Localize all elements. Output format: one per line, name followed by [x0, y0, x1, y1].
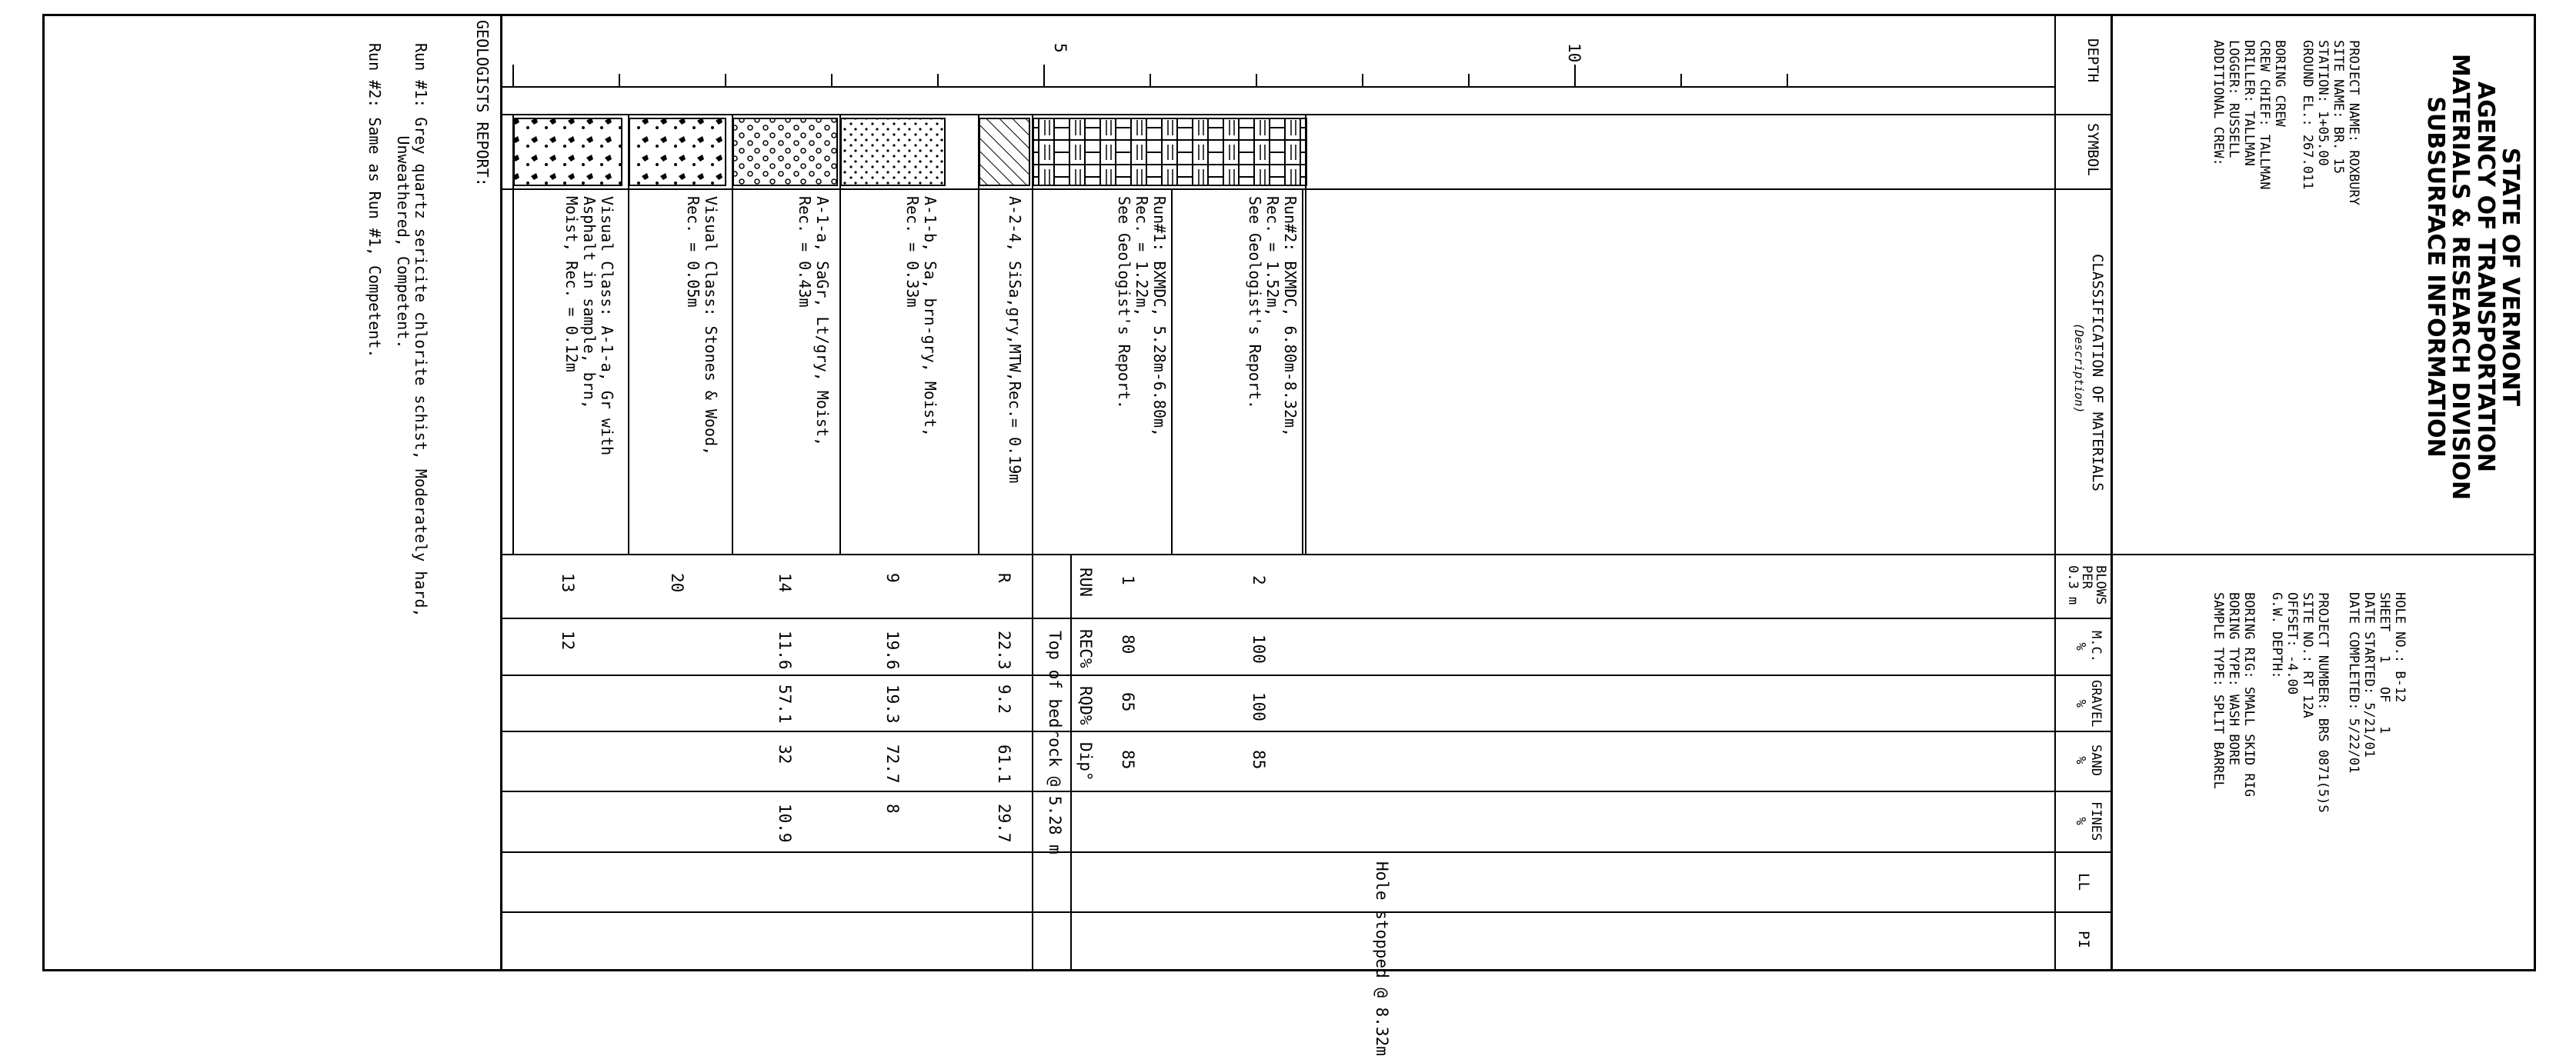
fines-header-line: %: [2073, 817, 2089, 825]
fines-value: 29.7: [995, 804, 1013, 843]
soil-symbols: [502, 115, 2054, 188]
sample-description: [562, 196, 616, 455]
sample-description-line: Visual Class: A-1-a, Gr with: [598, 196, 616, 456]
sand-header-line: SAND: [2088, 745, 2104, 776]
blows-header: [2065, 565, 2107, 605]
fines-value: 8: [883, 804, 902, 814]
fines-right-sep: [502, 851, 2111, 853]
blows-value: 20: [668, 573, 686, 593]
date-started: DATE STARTED: 5/21/01: [2361, 592, 2377, 758]
sample-description-line: Asphalt in sample, brn,: [580, 196, 599, 409]
core-header: Dip°: [1076, 742, 1095, 781]
run-description: [1246, 196, 1299, 437]
depth-scale-line: [502, 86, 2054, 88]
sample-description-line: A-1-a, SaGr, Lt/gry, Moist,: [813, 196, 832, 447]
classification-subheader: (Description): [2072, 323, 2086, 414]
sand-header-line: %: [2073, 756, 2089, 765]
core-header: RUN: [1076, 568, 1095, 597]
fines-header-line: FINES: [2088, 801, 2104, 841]
mc-header: [2073, 631, 2103, 662]
sand-value: 61.1: [995, 745, 1013, 784]
border-bottom: [42, 14, 45, 971]
ll-header: LL: [2075, 873, 2092, 891]
date-completed: DATE COMPLETED: 5/22/01: [2346, 592, 2361, 774]
fines-header: [2073, 801, 2103, 841]
sample-description-line: Rec. = 0.43m: [796, 196, 814, 308]
depth-tick: [619, 74, 620, 86]
site-no: SITE NO.: RT 12A: [2300, 592, 2315, 718]
gravel-value: 19.3: [883, 685, 902, 724]
sample-description: [684, 196, 719, 455]
pi-header: PI: [2075, 931, 2092, 948]
mc-value: 22.3: [995, 631, 1013, 670]
driller: DRILLER: TALLMAN: [2241, 40, 2257, 166]
gravel-header: [2073, 680, 2103, 727]
border-top: [2534, 14, 2536, 971]
depth-tick: [1787, 74, 1788, 86]
soil-symbol-stones: [629, 118, 726, 185]
sand-value: 32: [776, 745, 794, 765]
sample-row-line: [512, 115, 514, 554]
rec-value: 100: [1250, 635, 1268, 664]
header-divider: [2111, 14, 2113, 971]
header-title-line: STATE OF VERMONT: [2497, 147, 2524, 407]
sample-description-line: A-1-b, Sa, brn-gry, Moist,: [921, 196, 939, 438]
blows-value: 14: [776, 573, 794, 593]
ground-el: GROUND EL.: 267.011: [2300, 40, 2315, 190]
run-description-line: See Geologist's Report.: [1115, 196, 1133, 409]
station: STATION: 1+05.00: [2315, 40, 2331, 166]
sample-description: [1006, 196, 1023, 483]
core-header: RQD%: [1076, 686, 1095, 725]
mc-header-line: %: [2073, 642, 2089, 651]
additional-crew: ADDITIONAL CREW:: [2211, 40, 2226, 166]
sample-row-line: [839, 115, 841, 554]
sample-row-line: [628, 115, 629, 554]
gravel-right-sep: [502, 731, 2111, 732]
hole-no: HOLE NO.: B-12: [2392, 592, 2407, 703]
symbol-header: SYMBOL: [2084, 123, 2101, 176]
run-description-line: See Geologist's Report.: [1246, 196, 1264, 409]
blows-header-line: 0.3 m: [2065, 565, 2081, 605]
sand-value: 72.7: [883, 745, 902, 784]
gravel-value: 57.1: [776, 685, 794, 724]
sample-description-line: Rec. = 0.33m: [903, 196, 922, 308]
col-line-depth: [45, 14, 2111, 15]
depth-tick: [1362, 74, 1363, 86]
mc-right-sep: [502, 675, 2111, 676]
classification-header: CLASSIFICATION OF MATERIALS: [2089, 254, 2106, 491]
depth-tick: [1256, 74, 1257, 86]
bedrock-note: Top of bedrock @ 5.28 m: [1046, 631, 1064, 854]
header-title-line: AGENCY OF TRANSPORTATION: [2471, 81, 2499, 473]
depth-tick: [1468, 74, 1470, 86]
blows-value: 9: [883, 573, 902, 583]
soil-symbol-dots: [841, 118, 945, 185]
sample-description-line: Moist, Rec. = 0.12m: [562, 196, 581, 372]
depth-label-5: 5: [1051, 43, 1069, 53]
geologist-run1-line: Unweathered, Competent.: [394, 43, 412, 349]
sample-type: SAMPLE TYPE: SPLIT BARREL: [2211, 592, 2226, 789]
rec-value: 80: [1119, 635, 1137, 655]
mc-header-line: M.C.: [2088, 631, 2104, 662]
run-number: 1: [1119, 575, 1137, 585]
depth-tick: [1043, 65, 1045, 86]
core-header: REC%: [1076, 629, 1095, 668]
mc-value: 12: [559, 631, 577, 651]
rqd-value: 65: [1119, 692, 1137, 712]
mc-value: 19.6: [883, 631, 902, 670]
sample-description: [903, 196, 939, 437]
run-description-line: Run#2: BXMDC, 6.80m-8.32m,: [1281, 196, 1300, 438]
class-right-sep: [502, 554, 2111, 555]
header-split: [2111, 554, 2536, 555]
depth-tick: [937, 74, 939, 86]
header-title-line: SUBSURFACE INFORMATION: [2421, 96, 2449, 458]
blows-value: 13: [559, 573, 577, 593]
sample-row-line: [978, 115, 979, 554]
depth-header: DEPTH: [2084, 38, 2101, 83]
sand-right-sep: [502, 791, 2111, 792]
site-name: SITE NAME: BR. 15: [2331, 40, 2346, 174]
geologist-run1: [394, 43, 429, 618]
dip-value: 85: [1119, 750, 1137, 770]
boring-type: BORING TYPE: WASH BORE: [2226, 592, 2241, 766]
sand-header: [2073, 745, 2103, 776]
fines-value: 10.9: [776, 804, 794, 843]
core-header-line: [1070, 554, 1072, 971]
soil-symbol-stones: [514, 118, 622, 185]
mc-value: 11.6: [776, 631, 794, 670]
gravel-header-line: %: [2073, 699, 2089, 708]
blows-header-line: BLOWS: [2093, 565, 2108, 605]
rock-symbol: [1033, 118, 1306, 185]
header-title-block: [2345, 46, 2522, 508]
project-name: PROJECT NAME: ROXBURY: [2346, 40, 2361, 205]
depth-tick: [512, 65, 514, 86]
depth-tick: [1680, 74, 1682, 86]
run-description-line: Rec. = 1.52m,: [1263, 196, 1282, 317]
run-description-line: Rec. = 1.22m,: [1133, 196, 1151, 317]
depth-tick: [725, 74, 726, 86]
run-description-line: Run#1: BXMDC, 5.28m-6.80m,: [1150, 196, 1169, 438]
soil-symbol-circles: [733, 118, 837, 185]
blows-value: R: [995, 573, 1013, 583]
blows-right-sep: [502, 618, 2111, 619]
bedrock-top-line: [1305, 115, 1306, 554]
run-row-line: [1302, 188, 1303, 554]
sample-description-line: A-2-4, SiSa,gry,MTW,Rec.= 0.19m: [1006, 196, 1024, 484]
logger: LOGGER: RUSSELL: [2226, 40, 2241, 158]
header-title-line: MATERIALS & RESEARCH DIVISION: [2447, 53, 2474, 501]
column-header-divider: [2054, 14, 2056, 971]
boring-rig: BORING RIG: SMALL SKID RIG: [2241, 592, 2257, 798]
sample-row-line: [732, 115, 733, 554]
hole-stopped-note: Hole stopped @ 8.32m: [1373, 861, 1391, 1056]
gravel-header-line: GRAVEL: [2088, 680, 2104, 728]
sheet-no: SHEET 1 OF 1: [2377, 592, 2392, 735]
geologist-run2: Run #2: Same as Run #1, Competent.: [365, 43, 384, 358]
gravel-value: 9.2: [995, 685, 1013, 714]
bedrock-line: [1032, 115, 1033, 971]
symbol-class-sep: [502, 188, 2111, 190]
run-number: 2: [1250, 575, 1268, 585]
offset: OFFSET: -4.00: [2284, 592, 2300, 695]
rqd-value: 100: [1250, 692, 1268, 721]
geologist-label: GEOLOGISTS REPORT:: [473, 20, 492, 187]
border-right: [42, 969, 2536, 971]
depth-tick: [1574, 65, 1576, 86]
sample-description-line: Rec. = 0.05m: [684, 196, 702, 308]
dip-value: 85: [1250, 750, 1268, 770]
geologist-run1-line: Run #1: Grey quartz sericite chlorite schist, Moderately hard,: [412, 43, 430, 618]
sample-description-line: Visual Class: Stones & Wood,: [702, 196, 720, 456]
project-number: PROJECT NUMBER: BRS 0871(5)S: [2315, 592, 2331, 813]
gw-depth: G.W. DEPTH:: [2269, 592, 2284, 679]
ll-right-sep: [502, 911, 2111, 913]
soil-symbol-hatch: [979, 118, 1029, 185]
depth-tick: [1150, 74, 1151, 86]
blows-header-line: PER: [2079, 565, 2095, 589]
depth-tick: [831, 74, 833, 86]
boring-crew: BORING CREW: [2272, 40, 2287, 127]
run-description: [1115, 196, 1168, 437]
run-row-line: [1171, 188, 1173, 554]
sample-description: [796, 196, 831, 446]
depth-label-10: 10: [1565, 43, 1583, 63]
crew-chief: CREW CHIEF: TALLMAN: [2257, 40, 2272, 190]
